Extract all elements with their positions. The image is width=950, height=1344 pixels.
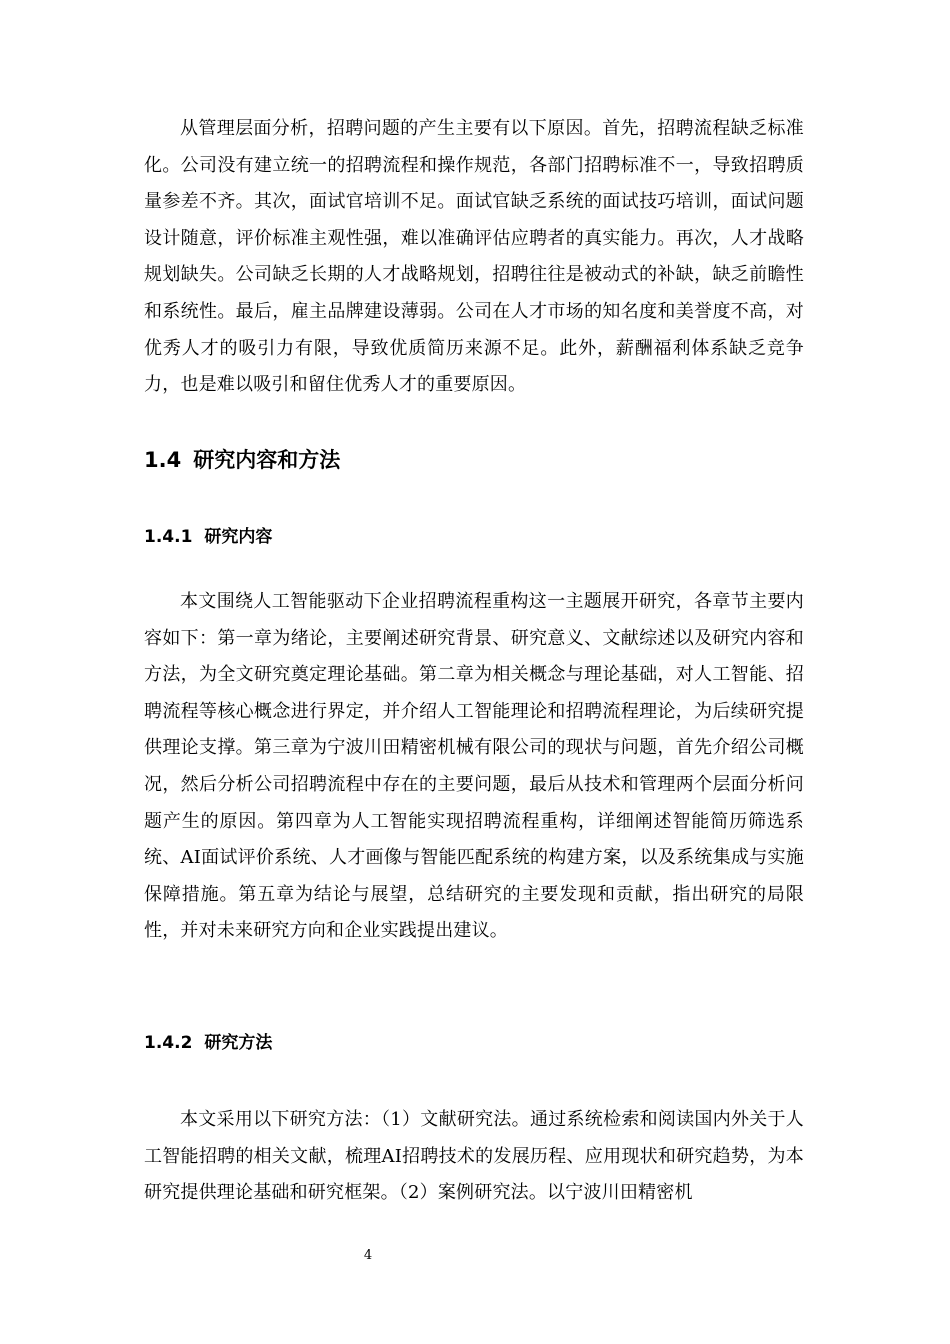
paragraph-research-methods: 本文采用以下研究方法：（1）文献研究法。通过系统检索和阅读国内外关于人工智能招聘的相关文献，梳理AI招聘技术的发展历程、应用现状和研究趋势，为本研究提供理论基础和研究框架。（2）案例研究法。以宁波川田精密机 <box>144 1109 804 1204</box>
paragraph-management-causes: 从管理层面分析，招聘问题的产生主要有以下原因。首先，招聘流程缺乏标准化。公司没有建立统一的招聘流程和操作规范，各部门招聘标准不一，导致招聘质量参差不齐。其次，面试官培训不足。面试官缺乏系统的面试技巧培训，面试问题设计随意，评价标准主观性强，难以准确评估应聘者的真实能力。再次，人才战略规划缺失。公司缺乏长期的人才战略规划，招聘往往是被动式的补缺，缺乏前瞻性和系统性。最后，雇主品牌建设薄弱。公司在人才市场的知名度和美誉度不高，对优秀人才的吸引力有限，导致优质简历来源不足。此外，薪酬福利体系缺乏竞争力，也是难以吸引和留住优秀人才的重要原因。 <box>144 118 804 396</box>
subsection-title: 研究内容 <box>204 527 273 547</box>
subsection-heading-1-4-1 <box>144 525 272 549</box>
section-heading-1-4 <box>144 446 340 474</box>
paragraph-research-content: 本文围绕人工智能驱动下企业招聘流程重构这一主题展开研究，各章节主要内容如下：第一章为绪论，主要阐述研究背景、研究意义、文献综述以及研究内容和方法，为全文研究奠定理论基础。第二章为相关概念与理论基础，对人工智能、招聘流程等核心概念进行界定，并介绍人工智能理论和招聘流程理论，为后续研究提供理论支撑。第三章为宁波川田精密机械有限公司的现状与问题，首先介绍公司概况，然后分析公司招聘流程中存在的主要问题，最后从技术和管理两个层面分析问题产生的原因。第四章为人工智能实现招聘流程重构，详细阐述智能简历筛选系统、AI面试评价系统、人才画像与智能匹配系统的构建方案，以及系统集成与实施保障措施。第五章为结论与展望，总结研究的主要发现和贡献，指出研究的局限性，并对未来研究方向和企业实践提出建议。 <box>144 591 804 942</box>
subsection-number: 1.4.1 <box>144 527 193 547</box>
subsection-title: 研究方法 <box>204 1033 273 1053</box>
section-title: 研究内容和方法 <box>193 448 341 472</box>
page-number: 4 <box>363 1248 373 1263</box>
section-number: 1.4 <box>144 448 182 472</box>
subsection-number: 1.4.2 <box>144 1033 193 1053</box>
subsection-heading-1-4-2 <box>144 1031 272 1055</box>
